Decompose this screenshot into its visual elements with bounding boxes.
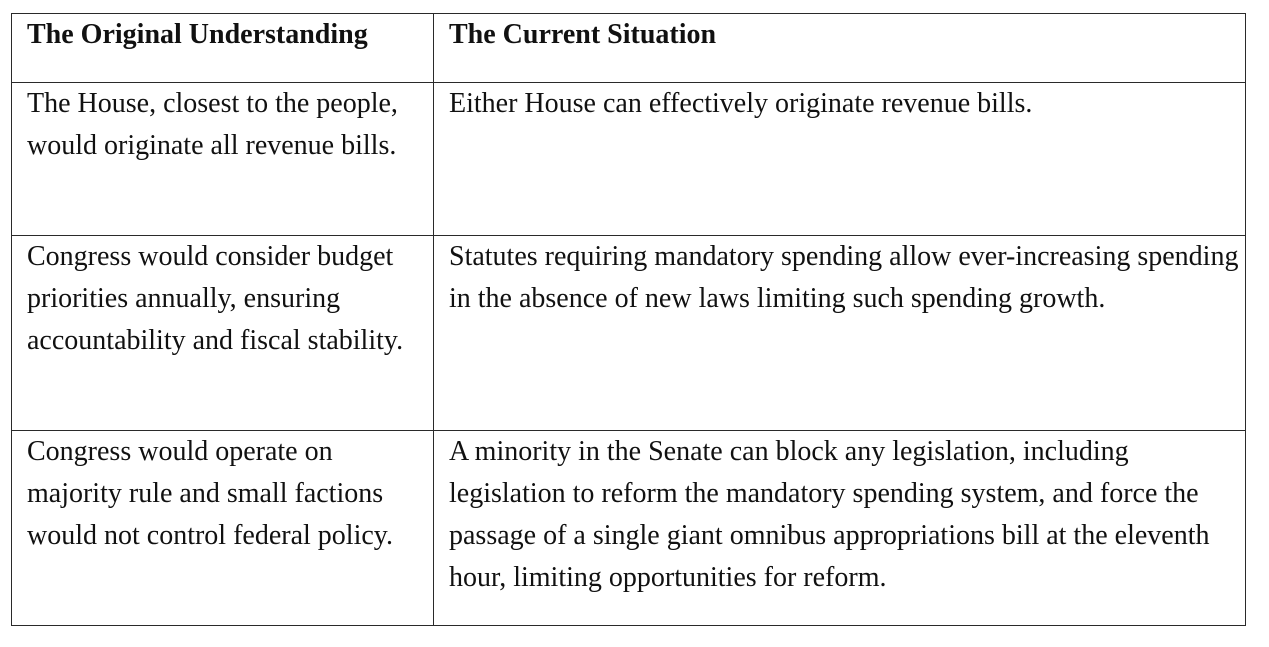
header-original-understanding: The Original Understanding [12,14,434,83]
table-row [12,83,1246,236]
cell-current: Statutes requiring mandatory spending allow ever-increasing spending in the absence of new laws limiting such spending growth. [434,236,1246,431]
table-row [12,236,1246,431]
cell-original: Congress would operate on majority rule and small factions would not control federal policy. [12,431,434,626]
table-header-row [12,14,1246,83]
cell-current: A minority in the Senate can block any legislation, including legislation to reform the mandatory spending system, and force the passage of a single giant omnibus appropriations bill at the eleventh hour, limiting opportunities for reform. [434,431,1246,626]
cell-original: Congress would consider budget priorities annually, ensuring accountability and fiscal stability. [12,236,434,431]
comparison-table [11,13,1246,626]
cell-original: The House, closest to the people, would originate all revenue bills. [12,83,434,236]
cell-current: Either House can effectively originate revenue bills. [434,83,1246,236]
table-row [12,431,1246,626]
header-current-situation: The Current Situation [434,14,1246,83]
